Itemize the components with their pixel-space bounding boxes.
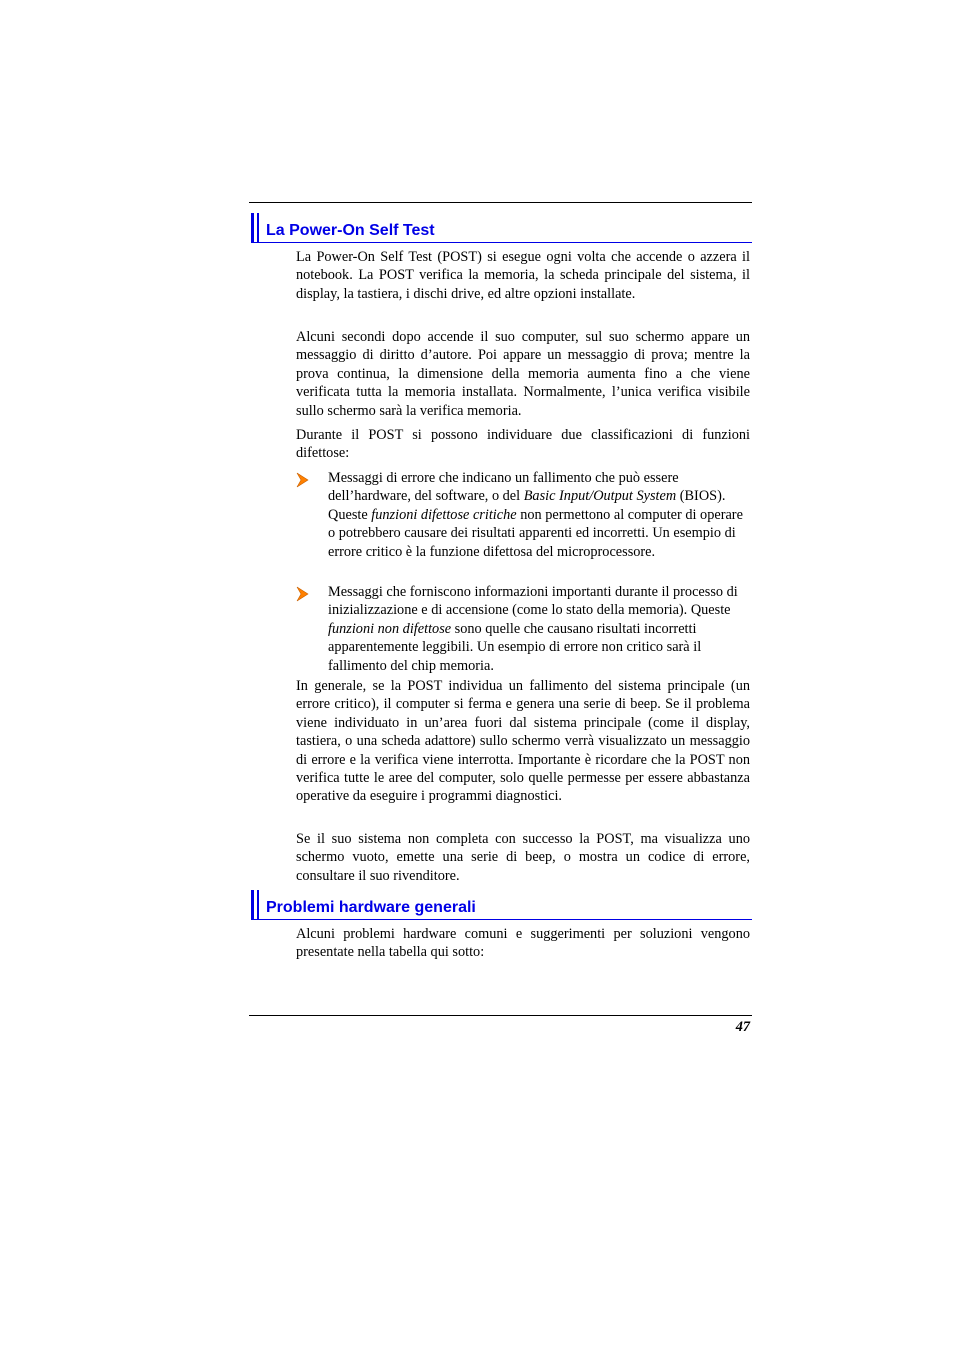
heading-bar-icon <box>251 890 254 919</box>
arrowhead-bullet-icon <box>296 472 316 488</box>
paragraph-post-classifications: Durante il POST si possono individuare due classificazioni di funzioni difettose: <box>296 427 750 462</box>
bullet-text: sono quelle che causano risultati incorretti apparentemente leggibili. Un esempio di errore non critico sarà il fallimento del chip memoria. <box>328 620 702 674</box>
heading-bar-icon <box>257 213 259 242</box>
bullet-emphasis: funzioni difettose critiche <box>371 506 517 523</box>
bullet-non-critical-errors <box>328 583 750 675</box>
section-heading-hardware <box>251 890 752 920</box>
section-title: La Power-On Self Test <box>266 222 435 239</box>
section-heading-post <box>251 213 752 243</box>
bullet-emphasis: Basic Input/Output System <box>523 488 677 505</box>
heading-bar-icon <box>251 213 254 242</box>
bullet-text: Messaggi di errore che indicano un fallimento che può essere dell’hardware, del software, o del <box>328 470 679 505</box>
paragraph-post-startup: Alcuni secondi dopo accende il suo computer, sul suo schermo appare un messaggio di diritto d’autore. Poi appare un messaggio di prova; mentre la prova continua, la dimensione della memoria aumenta fino a che viene verificata tutta la memoria installata. Normalmente, l’unica verifica visibile sullo schermo sarà la verifica memoria. <box>296 329 750 419</box>
heading-bar-icon <box>257 890 259 919</box>
bullet-text: Messaggi che forniscono informazioni importanti durante il processo di inizializzazione e di accensione (come lo stato della memoria). Queste <box>328 584 738 619</box>
footer-rule <box>249 1015 752 1016</box>
paragraph-post-intro: La Power-On Self Test (POST) si esegue ogni volta che accende o azzera il notebook. La POST verifica la memoria, la scheda principale del sistema, il display, la tastiera, i dischi drive, ed altre opzioni installate. <box>296 249 750 302</box>
paragraph-post-general: In generale, se la POST individua un fallimento del sistema principale (un errore critico), il computer si ferma e genera una serie di beep. Se il problema viene individuato in un’area fuori dal sistema principale (come il display, tastiera, o una scheda adattore) sullo schermo verrà visualizzato un messaggio di errore e la verifica viene interrotta. Importante è ricordare che la POST non verifica tutte le aree del computer, solo quelle permesse per essere abbastanza operative da eseguire i programmi diagnostici. <box>296 678 750 805</box>
bullet-critical-errors <box>328 469 750 561</box>
header-rule <box>249 202 752 203</box>
section-title: Problemi hardware generali <box>266 899 476 916</box>
arrowhead-bullet-icon <box>296 586 316 602</box>
paragraph-hardware-intro: Alcuni problemi hardware comuni e suggerimenti per soluzioni vengono presentate nella tabella qui sotto: <box>296 926 750 961</box>
page-number: 47 <box>735 1019 750 1035</box>
bullet-text: (BIOS). Queste <box>328 488 726 523</box>
bullet-emphasis: funzioni non difettose <box>328 620 452 637</box>
bullet-text: non permettono al computer di operare o potrebbero causare dei risultati apparenti ed incorretti. Un esempio di errore critico è la funzione difettosa del microprocessore. <box>328 506 743 560</box>
paragraph-post-failure: Se il suo sistema non completa con successo la POST, ma visualizza uno schermo vuoto, emette una serie di beep, o mostra un codice di errore, consultare il suo rivenditore. <box>296 831 750 884</box>
